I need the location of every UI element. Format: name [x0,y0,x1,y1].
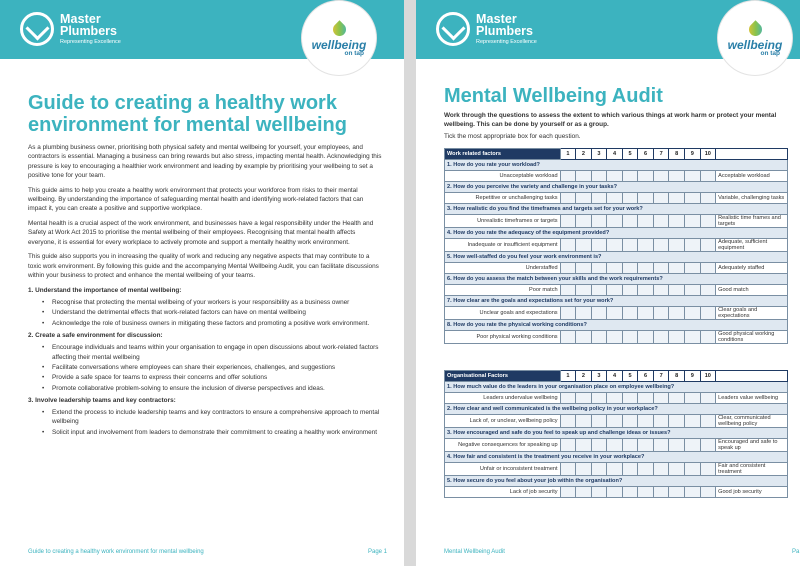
bullet-list [28,298,382,328]
high-anchor: Good physical working conditions [716,331,788,344]
rating-checkbox[interactable] [560,307,576,320]
answer-row [445,215,788,228]
low-anchor: Poor match [445,285,561,296]
rating-checkbox[interactable] [669,463,685,476]
rating-checkbox[interactable] [669,331,685,344]
high-anchor: Acceptable workload [716,171,788,182]
scale-number: 8 [669,371,685,382]
rating-checkbox[interactable] [591,439,607,452]
list-item: • Encourage individuals and teams within your organisation to engage in open discussions about work-related factors affecting their mental wellbeing [42,343,382,362]
scale-number: 9 [684,371,700,382]
rating-checkbox[interactable] [591,393,607,404]
rating-checkbox[interactable] [684,215,700,228]
rating-checkbox[interactable] [607,307,623,320]
rating-checkbox[interactable] [700,415,716,428]
low-anchor: Lack of job security [445,487,561,498]
rating-checkbox[interactable] [638,171,654,182]
rating-checkbox[interactable] [576,307,592,320]
wellbeing-on-tap-logo [302,1,376,75]
question-text: 7. How clear are the goals and expectations set for your work? [445,296,788,307]
low-anchor: Inadequate or insufficient equipment [445,239,561,252]
rating-checkbox[interactable] [607,171,623,182]
low-anchor: Lack of, or unclear, wellbeing policy [445,415,561,428]
rating-checkbox[interactable] [638,193,654,204]
rating-checkbox[interactable] [622,393,638,404]
rating-checkbox[interactable] [669,487,685,498]
rating-checkbox[interactable] [622,263,638,274]
rating-checkbox[interactable] [669,193,685,204]
wellbeing-logo-line2: on tap [760,49,780,57]
rating-checkbox[interactable] [684,239,700,252]
high-anchor: Adequately staffed [716,263,788,274]
rating-checkbox[interactable] [653,487,669,498]
logo-line1: Master [476,11,517,26]
master-plumbers-logo [436,12,537,46]
scale-number: 8 [669,149,685,160]
audit-intro [444,111,788,141]
answer-row [445,415,788,428]
page-title: Guide to creating a healthy work environment for mental wellbeing [28,92,347,136]
rating-checkbox[interactable] [684,331,700,344]
low-anchor: Negative consequences for speaking up [445,439,561,452]
rating-checkbox[interactable] [684,193,700,204]
rating-checkbox[interactable] [653,439,669,452]
rating-checkbox[interactable] [638,239,654,252]
rating-checkbox[interactable] [576,239,592,252]
rating-checkbox[interactable] [638,307,654,320]
rating-checkbox[interactable] [684,487,700,498]
low-anchor: Repetitive or unchallenging tasks [445,193,561,204]
answer-row [445,193,788,204]
answer-row [445,171,788,182]
scale-number: 4 [607,371,623,382]
rating-checkbox[interactable] [669,415,685,428]
scale-number: 7 [653,371,669,382]
answer-row [445,239,788,252]
low-anchor: Leaders undervalue wellbeing [445,393,561,404]
rating-checkbox[interactable] [622,307,638,320]
high-anchor: Realistic time frames and targets [716,215,788,228]
rating-checkbox[interactable] [576,439,592,452]
audit-tick-instruction: Tick the most appropriate box for each question. [444,132,581,140]
rating-checkbox[interactable] [576,487,592,498]
rating-checkbox[interactable] [576,415,592,428]
high-anchor: Variable, challenging tasks [716,193,788,204]
rating-checkbox[interactable] [622,463,638,476]
rating-checkbox[interactable] [622,239,638,252]
rating-checkbox[interactable] [700,439,716,452]
wellbeing-on-tap-logo [718,1,792,75]
page-title: Mental Wellbeing Audit [444,85,663,107]
rating-checkbox[interactable] [653,331,669,344]
list-item: • Facilitate conversations where employees can share their experiences, challenges, and suggestions [42,363,382,372]
rating-checkbox[interactable] [700,307,716,320]
paragraph: This guide aims to help you create a healthy work environment that protects your workforce from risks to their mental wellbeing. By understanding the importance of safeguarding mental health and identifying work-related factors that can impact it, you can create a positive and supportive workplace. [28,186,364,213]
water-drop-icon [746,20,764,38]
rating-checkbox[interactable] [607,239,623,252]
rating-checkbox[interactable] [653,463,669,476]
rating-checkbox[interactable] [669,239,685,252]
scale-number: 9 [684,149,700,160]
rating-checkbox[interactable] [684,393,700,404]
rating-checkbox[interactable] [669,307,685,320]
rating-checkbox[interactable] [653,263,669,274]
water-drop-icon [330,20,348,38]
rating-checkbox[interactable] [700,393,716,404]
question-text: 2. How do you perceive the variety and challenge in your tasks? [445,182,788,193]
rating-checkbox[interactable] [607,487,623,498]
question-row [445,252,788,263]
rating-checkbox[interactable] [560,415,576,428]
rating-checkbox[interactable] [622,415,638,428]
question-row [445,204,788,215]
paragraph: Mental health is a crucial aspect of the work environment, and businesses have a legal responsibility under the Health and Safety at Work Act 2015 to prioritise the mental wellbeing of their employees. Recognising that mental health affects everyone, it is essential for every workplace to actively promote and support a mentally healthy work environment. [28,220,374,246]
rating-checkbox[interactable] [607,439,623,452]
section-heading: 3. Involve leadership teams and key contractors: [28,396,176,404]
question-row [445,182,788,193]
list-item: • Acknowledge the role of business owners in mitigating these factors and promoting a positive work environment. [42,319,382,328]
scale-number: 6 [638,371,654,382]
list-item: • Solicit input and involvement from leaders to demonstrate their commitment to creating a healthy work environment [42,428,382,437]
bullet-list [28,343,382,392]
rating-checkbox[interactable] [669,393,685,404]
section-heading: 1. Understand the importance of mental wellbeing: [28,286,182,294]
answer-row [445,439,788,452]
rating-checkbox[interactable] [560,393,576,404]
low-anchor: Unrealistic timeframes or targets [445,215,561,228]
high-anchor: Leaders value wellbeing [716,393,788,404]
question-row [445,382,788,393]
rating-checkbox[interactable] [576,331,592,344]
rating-checkbox[interactable] [622,487,638,498]
rating-checkbox[interactable] [607,215,623,228]
question-row [445,452,788,463]
rating-checkbox[interactable] [560,439,576,452]
rating-checkbox[interactable] [638,263,654,274]
scale-number: 1 [560,371,576,382]
scale-number: 4 [607,149,623,160]
rating-checkbox[interactable] [700,171,716,182]
header-spacer [716,149,788,160]
question-text: 3. How encouraged and safe do you feel to speak up and challenge ideas or issues? [445,428,788,439]
rating-checkbox[interactable] [669,215,685,228]
rating-checkbox[interactable] [669,439,685,452]
rating-checkbox[interactable] [700,487,716,498]
logo-line2: Plumbers [476,24,533,39]
paragraph: This guide also supports you in increasing the quality of work and reducing any negative aspects that may contribute to a toxic work environment. By following this guide and the accompanying Mental Wellbeing Audit, you can facilitate discussions within your business to protect and enhance the mental wellbeing of your teams. [28,253,379,280]
rating-checkbox[interactable] [591,215,607,228]
list-item: • Understand the detrimental effects that work-related factors can have on mental wellbeing [42,308,382,317]
rating-checkbox[interactable] [576,285,592,296]
audit-instructions: Work through the questions to assess the extent to which various things at work harm or protect your mental wellbeing. This can be done by yourself or as a group. [444,112,777,129]
question-row [445,160,788,171]
question-text: 1. How do you rate your workload? [445,160,788,171]
high-anchor: Fair and consistent treatment [716,463,788,476]
rating-checkbox[interactable] [684,415,700,428]
low-anchor: Poor physical working conditions [445,331,561,344]
rating-checkbox[interactable] [653,415,669,428]
high-anchor: Good job security [716,487,788,498]
rating-checkbox[interactable] [638,487,654,498]
question-text: 4. How fair and consistent is the treatment you receive in your workplace? [445,452,788,463]
rating-checkbox[interactable] [622,285,638,296]
scale-number: 2 [576,149,592,160]
answer-row [445,487,788,498]
scale-number: 5 [622,149,638,160]
footer-title: Guide to creating a healthy work environment for mental wellbeing [28,549,204,555]
question-row [445,404,788,415]
rating-checkbox[interactable] [560,239,576,252]
high-anchor: Good match [716,285,788,296]
list-item: • Provide a safe space for teams to express their concerns and offer solutions [42,373,382,382]
rating-checkbox[interactable] [607,263,623,274]
scale-number: 3 [591,149,607,160]
question-row [445,296,788,307]
work-factors-table [444,148,788,344]
rating-checkbox[interactable] [684,307,700,320]
low-anchor: Unfair or inconsistent treatment [445,463,561,476]
bullet-list [28,408,382,437]
logo-tagline: Representing Excellence [60,38,121,45]
rating-checkbox[interactable] [591,307,607,320]
answer-row [445,307,788,320]
rating-checkbox[interactable] [653,171,669,182]
rating-checkbox[interactable] [607,331,623,344]
rating-checkbox[interactable] [560,193,576,204]
question-row [445,320,788,331]
rating-checkbox[interactable] [700,463,716,476]
scale-number: 2 [576,371,592,382]
rating-checkbox[interactable] [576,393,592,404]
rating-checkbox[interactable] [700,263,716,274]
rating-checkbox[interactable] [700,331,716,344]
high-anchor: Clear goals and expectations [716,307,788,320]
question-text: 4. How do you rate the adequacy of the equipment provided? [445,228,788,239]
answer-row [445,331,788,344]
rating-checkbox[interactable] [638,439,654,452]
rating-checkbox[interactable] [560,263,576,274]
question-text: 5. How well-staffed do you feel your work environment is? [445,252,788,263]
scale-number: 10 [700,371,716,382]
wellbeing-logo-line1: wellbeing [311,37,367,52]
rating-checkbox[interactable] [591,171,607,182]
organisational-factors-table [444,370,788,498]
page-audit [416,0,800,566]
rating-checkbox[interactable] [653,307,669,320]
rating-checkbox[interactable] [607,393,623,404]
rating-checkbox[interactable] [591,263,607,274]
rating-checkbox[interactable] [576,215,592,228]
master-plumbers-icon [436,12,470,46]
question-text: 3. How realistic do you find the timeframes and targets set for your work? [445,204,788,215]
question-text: 5. How secure do you feel about your job within the organisation? [445,476,788,487]
question-row [445,274,788,285]
question-row [445,428,788,439]
question-text: 8. How do you rate the physical working conditions? [445,320,788,331]
rating-checkbox[interactable] [653,285,669,296]
rating-checkbox[interactable] [607,285,623,296]
footer-page-number: Pa [792,549,800,555]
scale-number: 5 [622,371,638,382]
rating-checkbox[interactable] [560,487,576,498]
rating-checkbox[interactable] [684,263,700,274]
rating-checkbox[interactable] [700,215,716,228]
rating-checkbox[interactable] [591,193,607,204]
rating-checkbox[interactable] [684,439,700,452]
rating-checkbox[interactable] [622,193,638,204]
rating-checkbox[interactable] [591,331,607,344]
footer-title: Mental Wellbeing Audit [444,549,505,555]
logo-tagline: Representing Excellence [476,38,537,45]
table-header: Organisational Factors [445,371,561,382]
answer-row [445,285,788,296]
rating-checkbox[interactable] [638,331,654,344]
question-text: 6. How do you assess the match between your skills and the work requirements? [445,274,788,285]
rating-checkbox[interactable] [684,463,700,476]
scale-number: 10 [700,149,716,160]
rating-checkbox[interactable] [622,171,638,182]
scale-number: 1 [560,149,576,160]
paragraph: As a plumbing business owner, prioritising both physical safety and mental wellbeing for yourself, your employees, and contractors is essential. Managing a business can bring rewards but also stress, impacting mental health. Acknowledging this pressure is key to encouraging a healthier work environment and leading by example by prioritising your wellbeing to set a positive tone for your team. [28,144,382,179]
scale-number: 6 [638,149,654,160]
rating-checkbox[interactable] [684,285,700,296]
rating-checkbox[interactable] [700,285,716,296]
rating-checkbox[interactable] [560,215,576,228]
high-anchor: Encouraged and safe to speak up [716,439,788,452]
logo-line1: Master [60,11,101,26]
rating-checkbox[interactable] [607,415,623,428]
list-item: • Recognise that protecting the mental wellbeing of your workers is your responsibility as a business owner [42,298,382,307]
rating-checkbox[interactable] [669,285,685,296]
rating-checkbox[interactable] [638,215,654,228]
low-anchor: Unacceptable workload [445,171,561,182]
rating-checkbox[interactable] [638,393,654,404]
rating-checkbox[interactable] [576,463,592,476]
rating-checkbox[interactable] [638,285,654,296]
question-text: 2. How clear and well communicated is the wellbeing policy in your workplace? [445,404,788,415]
rating-checkbox[interactable] [622,331,638,344]
rating-checkbox[interactable] [638,463,654,476]
rating-checkbox[interactable] [560,171,576,182]
rating-checkbox[interactable] [591,239,607,252]
rating-checkbox[interactable] [560,285,576,296]
rating-checkbox[interactable] [576,193,592,204]
rating-checkbox[interactable] [653,193,669,204]
rating-checkbox[interactable] [622,439,638,452]
page-header [0,0,404,59]
rating-checkbox[interactable] [591,487,607,498]
answer-row [445,463,788,476]
rating-checkbox[interactable] [591,285,607,296]
high-anchor: Clear, communicated wellbeing policy [716,415,788,428]
rating-checkbox[interactable] [591,463,607,476]
table-header-row [445,149,788,160]
rating-checkbox[interactable] [607,463,623,476]
table-header: Work related factors [445,149,561,160]
rating-checkbox[interactable] [560,463,576,476]
rating-checkbox[interactable] [684,171,700,182]
question-row [445,228,788,239]
high-anchor: Adequate, sufficient equipment [716,239,788,252]
master-plumbers-logo [20,12,121,46]
rating-checkbox[interactable] [700,193,716,204]
rating-checkbox[interactable] [653,393,669,404]
answer-row [445,393,788,404]
section-heading: 2. Create a safe environment for discussion: [28,332,163,340]
scale-number: 7 [653,149,669,160]
rating-checkbox[interactable] [700,239,716,252]
question-row [445,476,788,487]
table-header-row [445,371,788,382]
page-header [416,0,800,59]
wellbeing-logo-line2: on tap [344,49,364,57]
answer-row [445,263,788,274]
logo-line2: Plumbers [60,24,117,39]
wellbeing-logo-line1: wellbeing [727,37,783,52]
header-spacer [716,371,788,382]
rating-checkbox[interactable] [560,331,576,344]
rating-checkbox[interactable] [591,415,607,428]
rating-checkbox[interactable] [607,193,623,204]
rating-checkbox[interactable] [638,415,654,428]
low-anchor: Unclear goals and expectations [445,307,561,320]
rating-checkbox[interactable] [653,215,669,228]
rating-checkbox[interactable] [669,171,685,182]
rating-checkbox[interactable] [576,263,592,274]
list-item: • Extend the process to include leadership teams and key contractors to ensure a comprehensive approach to mental wellbeing [42,408,382,427]
rating-checkbox[interactable] [653,239,669,252]
footer-page-number: Page 1 [368,549,388,555]
rating-checkbox[interactable] [669,263,685,274]
rating-checkbox[interactable] [622,215,638,228]
low-anchor: Understaffed [445,263,561,274]
list-item: • Promote collaborative problem-solving to ensure the inclusion of diverse perspectives and ideas. [42,384,382,393]
rating-checkbox[interactable] [576,171,592,182]
guide-body [28,143,382,439]
master-plumbers-icon [20,12,54,46]
question-text: 1. How much value do the leaders in your organisation place on employee wellbeing? [445,382,788,393]
scale-number: 3 [591,371,607,382]
